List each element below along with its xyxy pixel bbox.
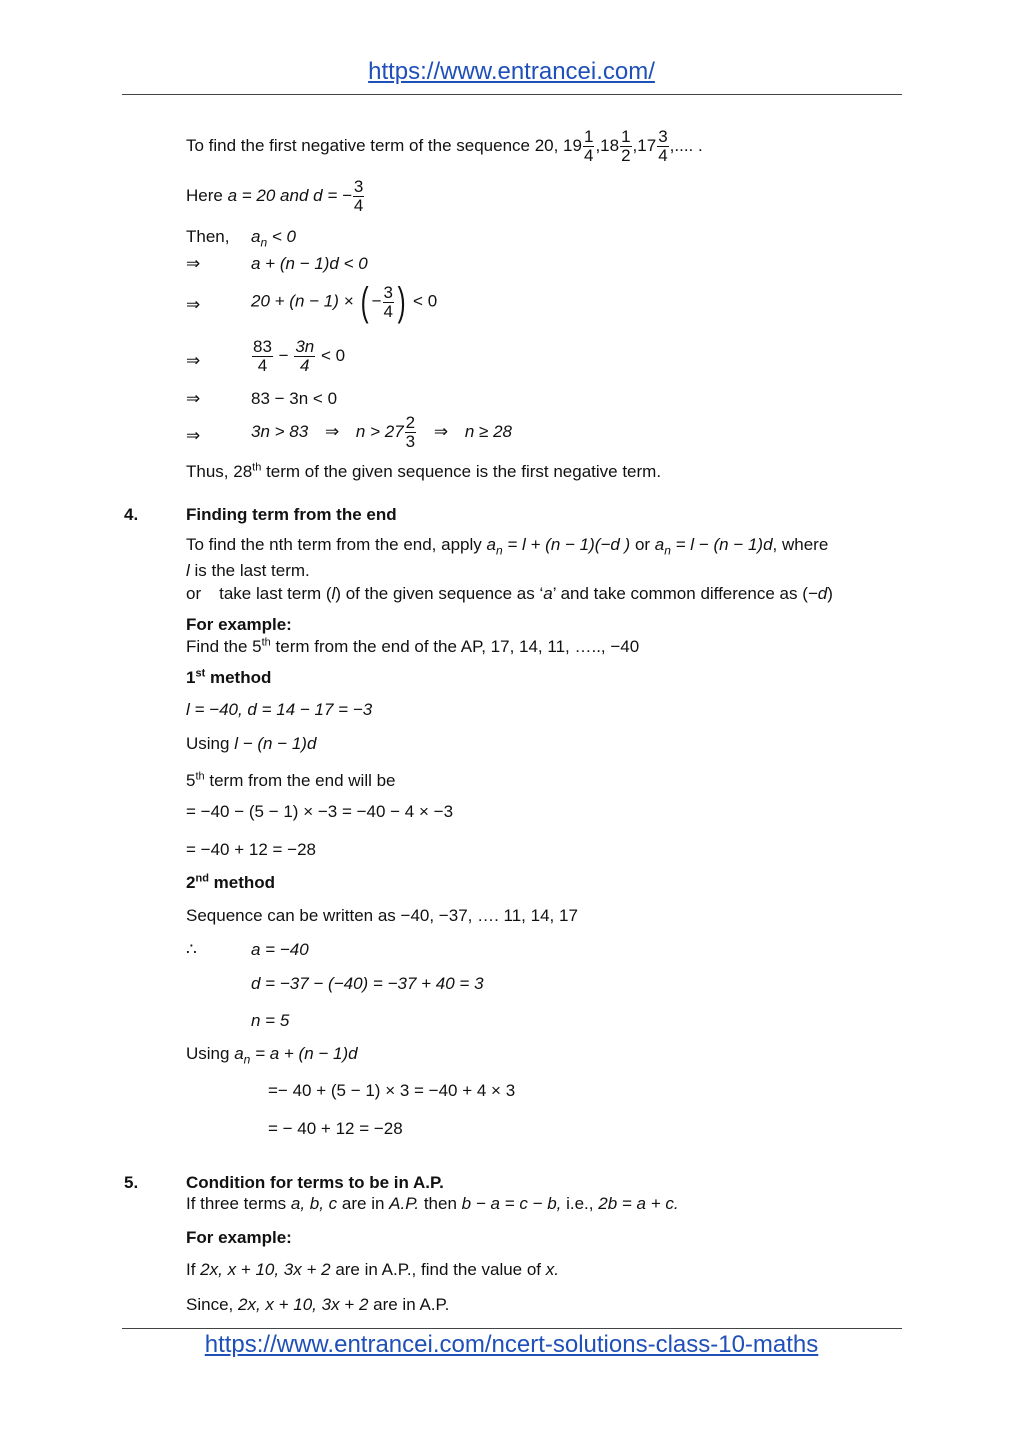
implies-arrow-1: ⇒ bbox=[186, 254, 201, 273]
section-4-example-text: Find the 5th term from the end of the AP, 17, 14, 11, ….., −40 bbox=[186, 636, 640, 656]
step-3-minus: − bbox=[278, 345, 289, 365]
here-fraction: $\frac{3}{4}$ bbox=[353, 177, 364, 215]
implies-arrow-5: ⇒ bbox=[186, 426, 201, 445]
step-5-fraction: $\frac{2}{3}$ bbox=[405, 413, 416, 451]
method-1-5th-term: 5th term from the end will be bbox=[186, 770, 396, 790]
section-5-line-1: If three terms a, b, c are in A.P. then b − a = c − b, i.e., 2b = a + c. bbox=[186, 1194, 679, 1213]
step-3-fraction-1: $\frac{83}{4}$ bbox=[253, 337, 272, 375]
method-1-calc-1: = −40 − (5 − 1) × −3 = −40 − 4 × −3 bbox=[186, 802, 454, 821]
implies-arrow-2: ⇒ bbox=[186, 295, 201, 314]
implies-arrow-4: ⇒ bbox=[186, 389, 201, 408]
then-math: $a_n < 0$ bbox=[251, 227, 296, 250]
step-5-part-b: n > 27 bbox=[355, 421, 404, 441]
here-line bbox=[186, 178, 365, 215]
sequence-sep-1: ,18 bbox=[595, 135, 620, 155]
thus-line: Thus, 28th term of the given sequence is the first negative term. bbox=[186, 461, 662, 481]
footer-url-link[interactable]: https://www.entrancei.com/ncert-solutions-class-10-maths bbox=[204, 1331, 819, 1358]
step-3-tail: < 0 bbox=[320, 345, 346, 365]
step-5-part-a: 3n > 83 bbox=[251, 421, 309, 441]
sequence-tail: ,.... . bbox=[669, 135, 703, 155]
right-paren: ) bbox=[397, 280, 406, 324]
then-label: Then, bbox=[186, 227, 230, 246]
implies-arrow-5c: ⇒ bbox=[433, 421, 449, 441]
step-2-part-a: 20 + (n − 1) × bbox=[251, 291, 359, 311]
fraction-1-2: $\frac{1}{2}$ bbox=[621, 127, 631, 165]
implies-arrow-3: ⇒ bbox=[186, 351, 201, 370]
step-2-math bbox=[251, 282, 437, 322]
sequence-intro-line bbox=[186, 128, 703, 165]
step-4-math: 83 − 3n < 0 bbox=[251, 389, 338, 408]
method-2-sequence: Sequence can be written as −40, −37, …. 11, 14, 17 bbox=[186, 906, 578, 925]
method-1-using: Using l − (n − 1)d bbox=[186, 734, 317, 753]
fraction-1-4: $\frac{1}{4}$ bbox=[583, 127, 594, 165]
method-2-calc-1: =− 40 + (5 − 1) × 3 = −40 + 4 × 3 bbox=[268, 1081, 516, 1100]
step-5-part-c: n ≥ 28 bbox=[464, 421, 512, 441]
step-2-minus: − bbox=[371, 291, 382, 311]
section-5-number: 5. bbox=[124, 1173, 139, 1192]
fraction-3-4: $\frac{3}{4}$ bbox=[658, 127, 668, 165]
step-2-tail: < 0 bbox=[408, 291, 438, 311]
section-4-line-3: or take last term (l) of the given sequence as ‘a’ and take common difference as (−d) bbox=[186, 584, 833, 603]
section-4-line-2: l is the last term. bbox=[186, 561, 310, 580]
section-5-example: If 2x, x + 10, 3x + 2 are in A.P., find the value of x. bbox=[186, 1260, 559, 1279]
header-url-link[interactable]: https://www.entrancei.com/ bbox=[368, 58, 655, 85]
method-2-using: Using $a_n = a + (n - 1)d$ bbox=[186, 1044, 358, 1067]
method-2-n: n = 5 bbox=[251, 1011, 290, 1030]
therefore-symbol: ∴ bbox=[186, 940, 197, 959]
section-4-line-1: To find the nth term from the end, apply $a_n = l + (n - 1)(-d$ ) or $a_n = l - (n - 1)d$, where bbox=[186, 535, 829, 558]
section-4-for-example: For example: bbox=[186, 615, 292, 634]
step-1-math: a + (n − 1)d < 0 bbox=[251, 254, 368, 273]
sequence-intro-text: To find the first negative term of the sequence 20, 19 bbox=[186, 135, 582, 155]
section-4-number: 4. bbox=[124, 505, 139, 524]
method-2-calc-2: = − 40 + 12 = −28 bbox=[268, 1119, 403, 1138]
sequence-sep-2: ,17 bbox=[632, 135, 657, 155]
left-paren: ( bbox=[360, 280, 369, 324]
method-1-line-1: l = −40, d = 14 − 17 = −3 bbox=[186, 700, 373, 719]
method-2-a: a = −40 bbox=[251, 940, 309, 959]
step-2-fraction: $\frac{3}{4}$ bbox=[383, 282, 393, 321]
section-5-for-example: For example: bbox=[186, 1228, 292, 1247]
section-4-title: Finding term from the end bbox=[186, 505, 397, 524]
method-2-heading: 2nd method bbox=[186, 872, 276, 892]
method-1-calc-2: = −40 + 12 = −28 bbox=[186, 840, 316, 859]
step-3-fraction-2: $\frac{3n}{4}$ bbox=[295, 337, 315, 375]
step-5-math bbox=[251, 414, 512, 451]
method-2-d: d = −37 − (−40) = −37 + 40 = 3 bbox=[251, 974, 484, 993]
method-1-heading: 1st method bbox=[186, 667, 272, 687]
section-5-title: Condition for terms to be in A.P. bbox=[186, 1173, 444, 1192]
header-divider bbox=[122, 94, 902, 95]
implies-arrow-5b: ⇒ bbox=[324, 421, 340, 441]
section-5-since: Since, 2x, x + 10, 3x + 2 are in A.P. bbox=[186, 1295, 450, 1314]
footer-divider bbox=[122, 1328, 902, 1329]
step-3-math bbox=[251, 338, 345, 375]
here-math: a = 20 and d = − bbox=[227, 185, 352, 205]
here-label: Here bbox=[186, 185, 223, 205]
